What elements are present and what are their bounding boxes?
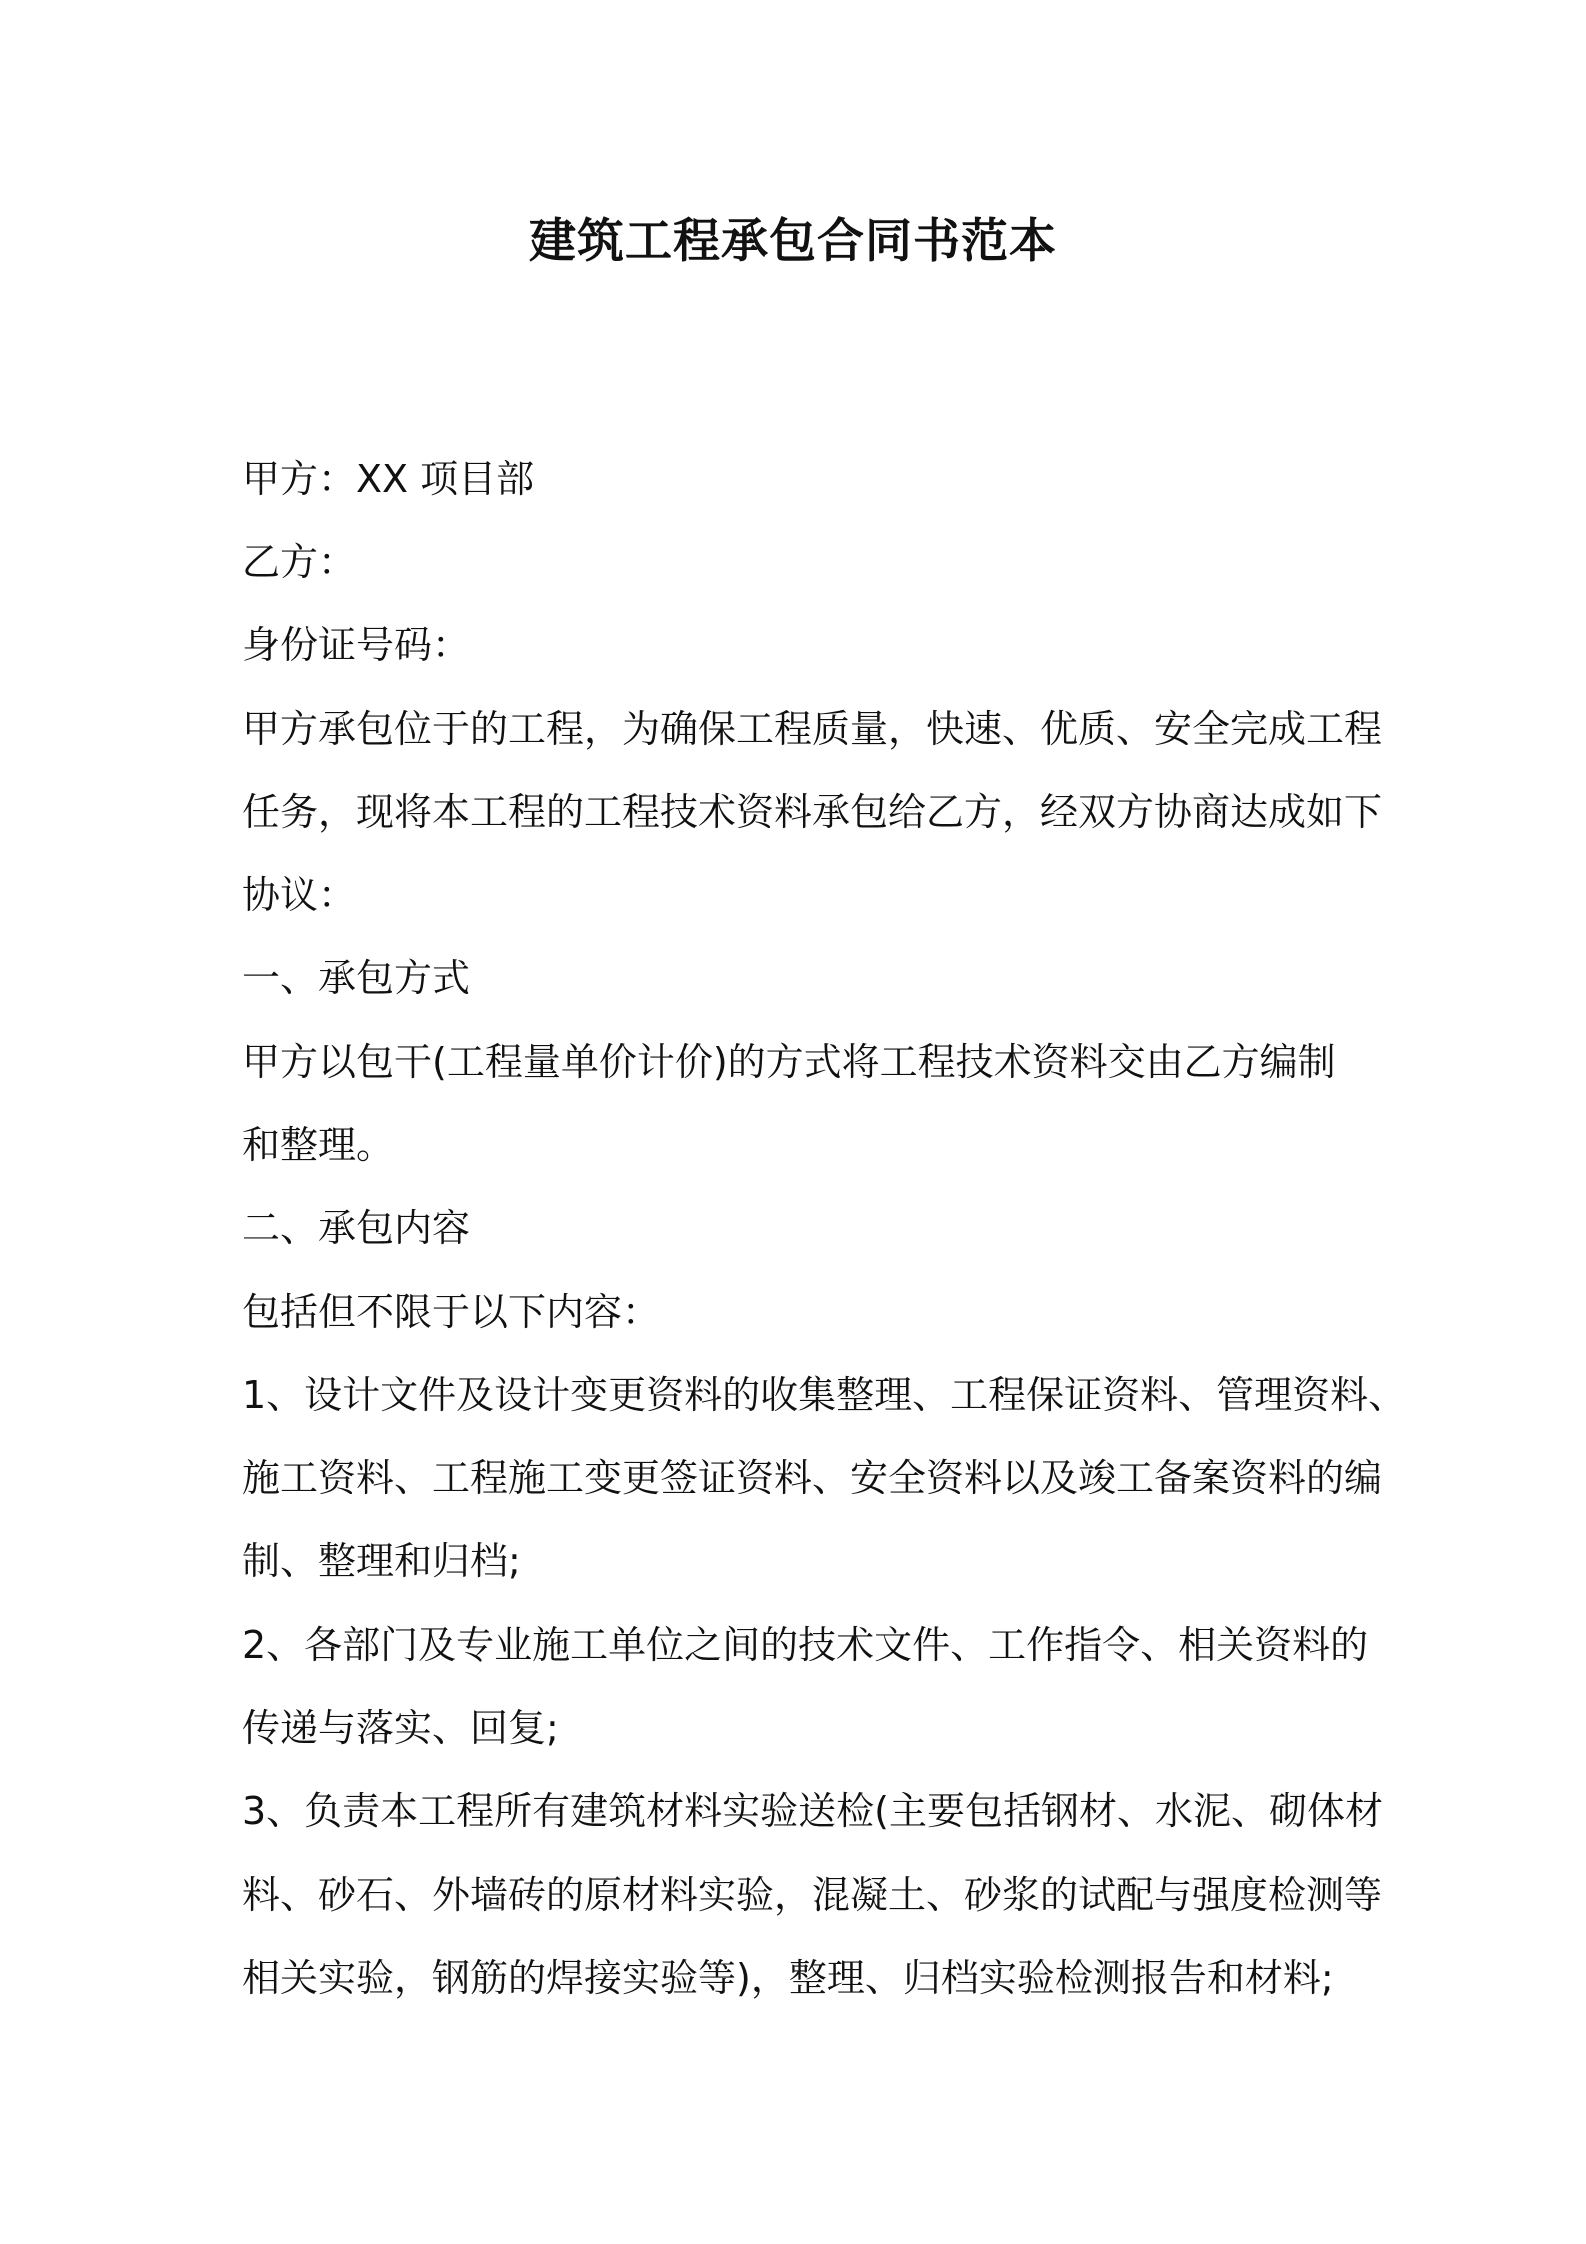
paragraph-line: 协议： xyxy=(242,873,357,917)
list-item-line: 料、砂石、外墙砖的原材料实验，混凝土、砂浆的试配与强度检测等 xyxy=(242,1873,1383,1917)
list-item-line: 施工资料、工程施工变更签证资料、安全资料以及竣工备案资料的编 xyxy=(242,1456,1383,1500)
list-item-line: 3、负责本工程所有建筑材料实验送检(主要包括钢材、水泥、砌体材 xyxy=(242,1789,1384,1833)
id-number-line: 身份证号码： xyxy=(242,623,471,667)
section-heading: 二、承包内容 xyxy=(242,1206,471,1250)
party-a-line: 甲方：XX 项目部 xyxy=(242,457,535,501)
section-heading: 一、承包方式 xyxy=(242,956,471,1000)
list-item-line: 制、整理和归档; xyxy=(242,1539,521,1583)
party-b-line: 乙方： xyxy=(242,540,357,584)
list-item-line: 传递与落实、回复; xyxy=(242,1706,559,1750)
paragraph-line: 甲方以包干(工程量单价计价)的方式将工程技术资料交由乙方编制 xyxy=(242,1040,1336,1084)
list-item-line: 相关实验，钢筋的焊接实验等)，整理、归档实验检测报告和材料; xyxy=(242,1956,1334,2000)
list-item-line: 2、各部门及专业施工单位之间的技术文件、工作指令、相关资料的 xyxy=(242,1623,1369,1667)
paragraph-line: 包括但不限于以下内容： xyxy=(242,1290,661,1334)
document-title: 建筑工程承包合同书范本 xyxy=(529,214,1057,269)
paragraph-line: 任务，现将本工程的工程技术资料承包给乙方，经双方协商达成如下 xyxy=(242,790,1383,834)
list-item-line: 1、设计文件及设计变更资料的收集整理、工程保证资料、管理资料、 xyxy=(242,1373,1407,1417)
paragraph-line: 和整理。 xyxy=(242,1123,395,1167)
paragraph-line: 甲方承包位于的工程，为确保工程质量，快速、优质、安全完成工程 xyxy=(242,707,1383,751)
